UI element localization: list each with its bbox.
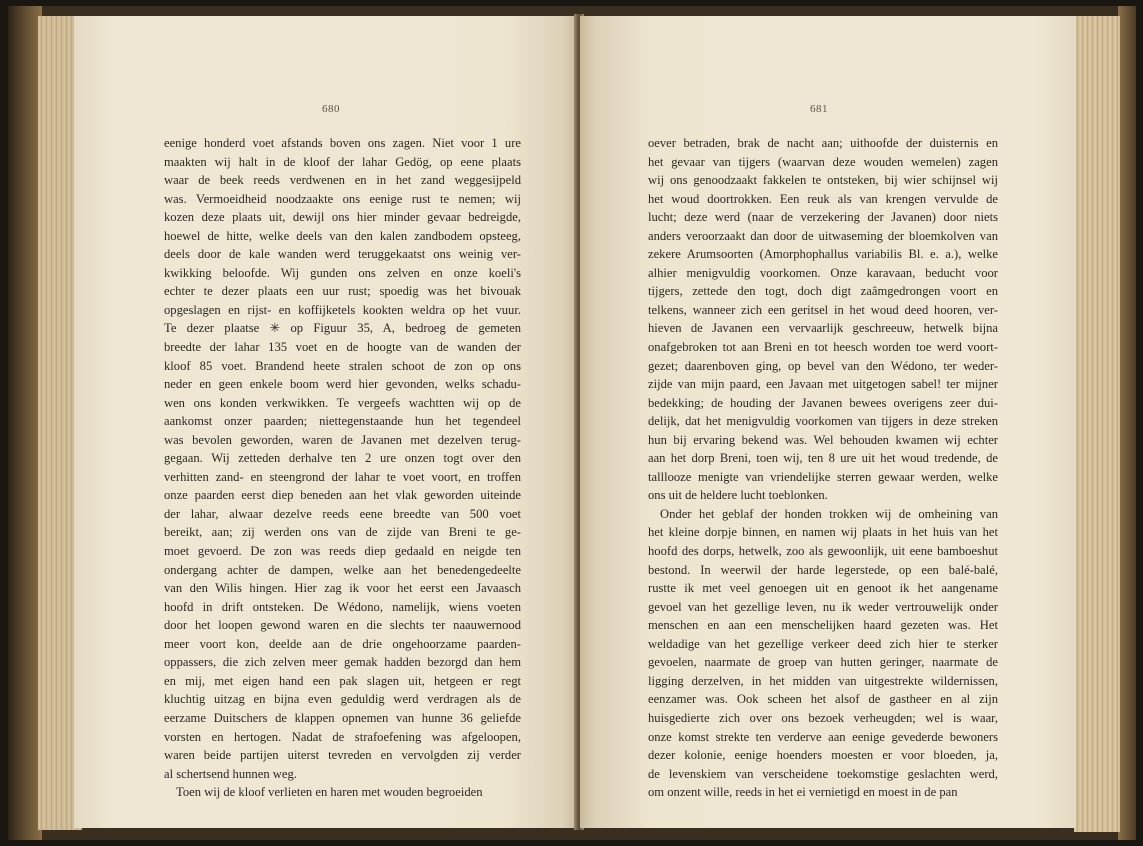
text-line: bedekking; de houding der Javanen bewees overigens zeer dui- [648, 395, 998, 410]
text-line: kozen deze plaats uit, dewijl ons hier minder gevaar bedreigde, [164, 210, 521, 225]
text-line: het woud doortrokken. Een reuk als van krengen vervulde de [648, 191, 998, 206]
text-line: gezet; daarenboven ging, op bevel van den Wédono, ter weder- [648, 358, 998, 373]
page-number: 681 [810, 103, 828, 115]
text-line: was. Vermoeidheid noodzaakte ons eenige rust te nemen; wij [164, 191, 521, 206]
text-line: echter te dezer plaats een uur rust; spoedig was het bivouak [164, 284, 521, 299]
text-line: door het loopen gewond waren en die slechts ter naauwernood [164, 618, 521, 633]
text-line: moet gevoerd. De zon was reeds diep gedaald en neigde ten [164, 544, 521, 559]
text-line: vorsten en hertogen. Nadat de strafoefening was afgeloopen, [164, 729, 521, 744]
text-line: opgeslagen en rijst- en koffijketels kookten weldra op het vuur. [164, 302, 521, 317]
text-line: telkens, wanneer zich een geritsel in het woud deed hooren, ver- [648, 302, 998, 317]
page-text [164, 134, 521, 802]
text-line: het gevaar van tijgers (waarvan deze wouden wemelen) zagen [648, 154, 998, 169]
text-line: alhier menigvuldig voorkomen. Onze karavaan, beducht voor [648, 265, 998, 280]
book-cover-left [8, 6, 42, 840]
text-line: weldadige van het gezellige verkeer deed zich hier te sterker [648, 636, 998, 651]
text-line: wij ons genoodzaakt fakkelen te ontsteken, bij wier schijnsel wij [648, 173, 998, 188]
text-line: om onzent wille, reeds in het ei vernietigd en moest in de pan [648, 785, 958, 800]
text-line: onafgebroken tot aan Breni en tot heesch worden toe werd voort- [648, 340, 998, 355]
text-line: het kleine dorpje binnen, en namen wij plaats in het huis van het [648, 525, 998, 540]
text-line: delijk, dat het menigvuldig voorkomen van tijgers in deze streken [648, 414, 998, 429]
text-line: eerzame Duitschers de klappen opnemen van hunne 36 geliefde [164, 710, 521, 725]
text-line: gegaan. Wij zetteden derhalve ten 2 ure onzen togt over den [164, 451, 521, 466]
text-line: Toen wij de kloof verlieten en haren met wouden begroeiden [176, 785, 483, 800]
text-line: lucht; deze werd (naar de verzekering der Javanen) door niets [648, 210, 998, 225]
text-line: talllooze menigte van vriendelijke sterren gewaar werden, welke [648, 469, 998, 484]
text-line: deels door de kale wanden werd teruggekaatst ons weinig ver- [164, 247, 521, 262]
text-line: rustte ik met veel genoegen uit en genoot ik het aangename [648, 581, 998, 596]
text-line: van den Wilis hingen. Hier zag ik voor het eerst een Javaasch [164, 581, 521, 596]
text-line: maakten wij halt in de kloof der lahar Gedög, op eene plaats [164, 154, 521, 169]
text-line: onze komst strekte ten verderve aan eenige gevederde bewoners [648, 729, 998, 744]
text-line: aankomst onzer paarden; niettegenstaande hun het tegendeel [164, 414, 521, 429]
text-line: kluchtig uitzag en bijna even geduldig werd verdragen als de [164, 692, 521, 707]
text-line: huisgedierte zich over ons bezoek verheugden; wel is waar, [648, 710, 998, 725]
text-line: gevoelen, naarmate de groep van hutten geringer, naarmate de [648, 655, 998, 670]
text-line: Onder het geblaf der honden trokken wij de omheining van [660, 506, 998, 521]
text-line: der lahar, alwaar dezelve reeds eene breedte van 500 voet [164, 506, 521, 521]
text-line: aan het dorp Breni, toen wij, ten 8 ure uit het woud tredende, de [648, 451, 998, 466]
text-line: eenige honderd voet afstands boven ons zagen. Niet voor 1 ure [164, 136, 521, 150]
text-line: ondergang achter de dampen, welke aan het benedengedeelte [164, 562, 521, 577]
text-line: tijgers, zettede den togt, doch digt zaâmgedrongen voort en [648, 284, 998, 299]
text-line: zijde van mijn paard, een Javaan met uitgetogen sabel! ter mijner [648, 377, 998, 392]
text-line: eenzamer was. Ook scheen het alsof de gastheer en al zijn [648, 692, 998, 707]
text-line: ons uit de heldere lucht toeblonken. [648, 488, 828, 503]
text-line: anders veroorzaakt dan door de uitwaseming der bloemkolven van [648, 228, 998, 243]
text-line: hoofd in drift ontsteken. De Wédono, namelijk, wiens voeten [164, 599, 521, 614]
text-line: kloof 85 voet. Brandend heete stralen schoot de zon op ons [164, 358, 521, 373]
text-line: en mij, met eigen hand een pak slagen uit, hetgeen er regt [164, 673, 521, 688]
text-line: ligging derzelven, in het midden van uitgestrekte wildernissen, [648, 673, 998, 688]
text-line: was bevolen geworden, waren de Javanen met dezelven terug- [164, 432, 521, 447]
text-line: bestond. In weerwil der harde legerstede, op een balé-balé, [648, 562, 998, 577]
text-line: hun bij ervaring bekend was. Wel behouden kwamen wij echter [648, 432, 998, 447]
text-line: oever betraden, brak de nacht aan; uithoofde der duisternis en [648, 136, 998, 150]
text-line: al schertsend hunnen weg. [164, 766, 297, 781]
page-edges-right [1074, 16, 1120, 832]
text-line: verhitten zand- en steengrond der lahar te voet voort, en troffen [164, 469, 521, 484]
text-line: hieven de Javanen een vervaarlijk geschreeuw, hetwelk bijna [648, 321, 998, 336]
left-page [74, 16, 578, 828]
text-line: menschen en aan een menschelijken haard gezeten was. Het [648, 618, 998, 633]
text-line: waren beide partijen uiterst tevreden en vervolgden zij verder [164, 748, 521, 763]
text-line: onze paarden eerst diep beneden aan het vlak geworden uiteinde [164, 488, 521, 503]
text-line: dezer kolonie, eenige hoenders moesten er voor bloeden, ja, [648, 748, 998, 763]
text-line: gevoel van het gezellige leven, nu ik weder vertrouwelijk onder [648, 599, 998, 614]
text-line: breedte der lahar 135 voet en de hoogte van de wanden der [164, 340, 521, 355]
text-line: Te dezer plaatse ✳ op Figuur 35, A, bedroeg de gemeten [164, 321, 521, 336]
book-cover-right [1118, 6, 1136, 840]
text-line: oppassers, die zich zelven meer gemak hadden bezorgd dan hem [164, 655, 521, 670]
text-line: zekere Arumsoorten (Amorphophallus variabilis Bl. e. a.), welke [648, 247, 998, 262]
text-line: bereikt, aan; zij werden ons van de zijde van Breni te ge- [164, 525, 521, 540]
text-line: waar de beek reeds verdwenen en in het zand weggesijpeld [164, 173, 521, 188]
right-page [580, 16, 1076, 828]
text-line: de levenskiem van verscheidene toekomstige geslachten werd, [648, 766, 998, 781]
text-line: hoofd des dorps, hetwelk, zoo als gewoonlijk, uit eene bamboeshut [648, 544, 998, 559]
text-line: neder en geen enkele boom werd hier gevonden, welks schadu- [164, 377, 521, 392]
page-number: 680 [322, 103, 340, 115]
text-line: wen ons konden verkwikken. Te vergeefs wachtten wij op de [164, 395, 521, 410]
book [8, 6, 1136, 840]
text-line: meer voort kon, deelde aan de drie ongehoorzame paarden- [164, 636, 521, 651]
page-text [648, 134, 998, 802]
text-line: kwikking beloofde. Wij gunden ons zelven en onze koeli's [164, 265, 521, 280]
text-line: hoewel de hitte, welke deels van den kalen zandbodem opsteeg, [164, 228, 521, 243]
